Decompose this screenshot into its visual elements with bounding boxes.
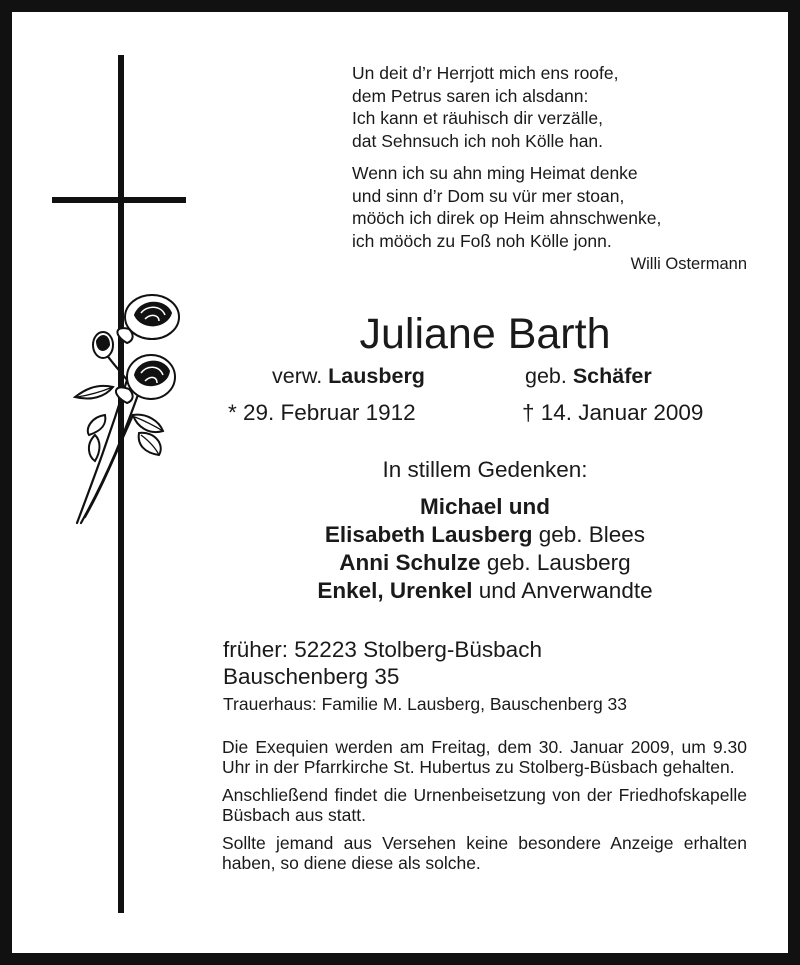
funeral-note-urn: Anschließend findet die Urnenbeisetzung von der Friedhofskapelle Büsbach aus statt. [222,785,747,825]
death-date: † 14. Januar 2009 [522,400,704,425]
poem-line: Un deit d’r Herrjott mich ens roofe, [352,63,619,83]
born-surname: Schäfer [572,364,652,388]
mourner-line [200,549,770,577]
birth-date: * 29. Februar 1912 [228,400,416,425]
roses-icon [55,285,190,530]
former-address [223,636,542,690]
address-line-1: früher: 52223 Stolberg-Büsbach [223,637,542,662]
mourner-detail: geb. Lausberg [480,550,631,575]
house-of-mourning: Trauerhaus: Familie M. Lausberg, Bauschenberg 33 [223,694,628,714]
mourners-list [200,493,770,605]
poem-line: dem Petrus saren ich alsdann: [352,85,589,106]
birth-name [525,363,652,389]
poem-line: und sinn d’r Dom su vür mer stoan, [352,185,625,206]
deceased-name: Juliane Barth [359,310,611,358]
address-line-2: Bauschenberg 35 [223,664,400,689]
born-prefix: geb. [525,364,567,388]
funeral-note-exequies: Die Exequien werden am Freitag, dem 30. Januar 2009, um 9.30 Uhr in der Pfarrkirche St. Hubertus zu Stolberg-Büsbach gehalten. [222,737,747,777]
mourner-line [200,521,770,549]
widowed-prefix: verw. [272,364,323,388]
poem-stanza-2 [352,162,747,252]
funeral-note-notice: Sollte jemand aus Versehen keine besondere Anzeige erhalten haben, so diene diese als solche. [222,833,747,873]
widowed-name [272,363,425,389]
cross-icon-horizontal-beam [52,197,186,203]
mourner-name: Enkel, Urenkel [317,578,473,603]
mourner-detail: geb. Blees [532,522,646,547]
poem-line: mööch ich direk op Heim ahnschwenke, [352,208,662,228]
mourner-name: Michael und [419,494,550,519]
mourner-name: Anni Schulze [339,550,481,575]
poem [352,62,747,274]
mourner-line [200,577,770,605]
funeral-notes [222,737,747,881]
mourner-name: Elisabeth Lausberg [324,522,533,547]
widowed-surname: Lausberg [328,364,425,388]
poem-line: Wenn ich su ahn ming Heimat denke [352,163,638,183]
poem-line: Ich kann et räuhisch dir verzälle, [352,108,603,128]
mourners-intro: In stillem Gedenken: [382,457,588,482]
mourner-detail: und Anverwandte [472,578,653,603]
poem-stanza-1 [352,62,747,152]
poem-line: dat Sehnsuch ich noh Kölle han. [352,130,604,151]
poem-line: ich mööch zu Foß noh Kölle jonn. [352,230,612,251]
poem-author: Willi Ostermann [630,255,747,273]
mourner-line [200,493,770,521]
